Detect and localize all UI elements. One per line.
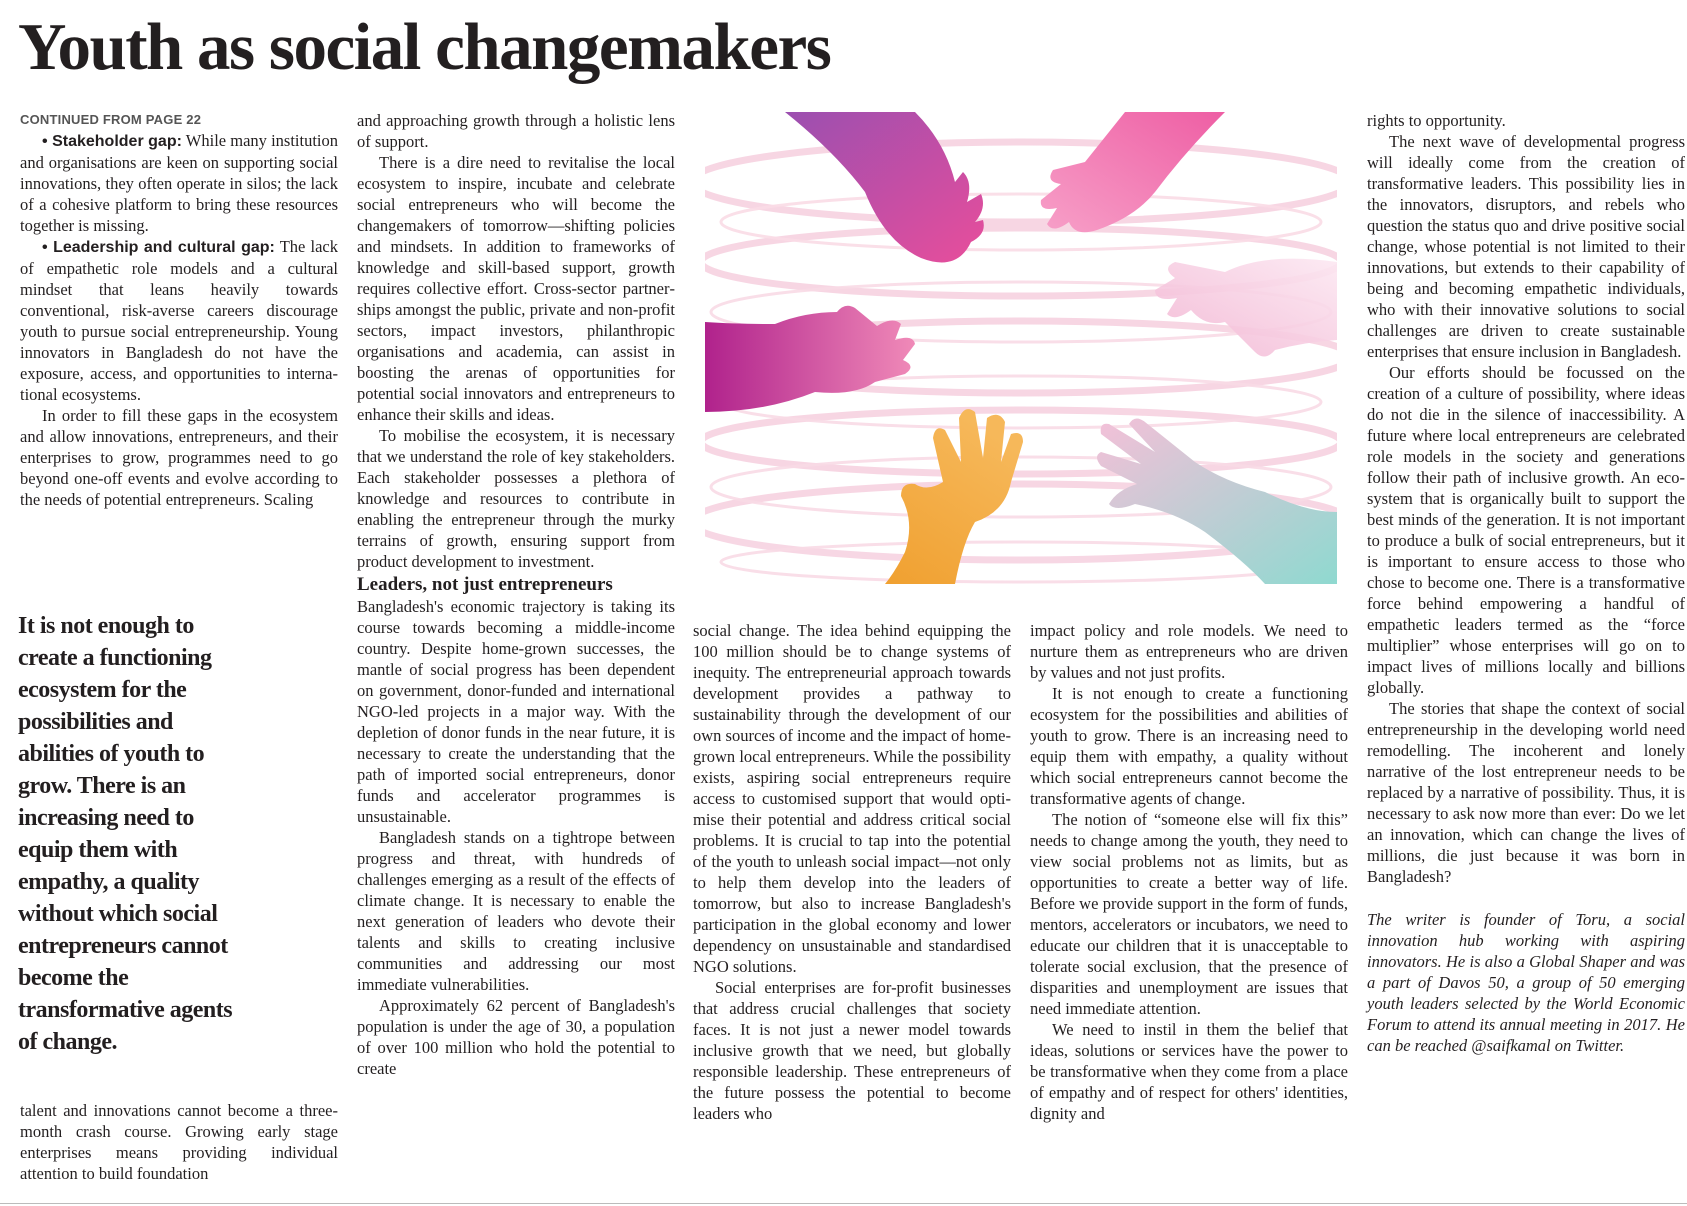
paragraph: The stories that shape the context of social entrepreneurship in the developing world need remodelling. The incoherent and lonely narrative of the lost entrepreneur needs to be replaced by a narrative of possibility. Thus, it is necessary to ask now more than ever: Do we let an innovation, which can change the lives of millions, die just because it was born in Bangladesh?: [1367, 699, 1685, 886]
paragraph: It is not enough to create a functioning ecosystem for the possibilities and abilities of youth to grow. There is an increasing need to equip them with empathy, a quality without which social entrepreneurs cannot become the transformative agents of change.: [1030, 684, 1348, 808]
column-4: [1030, 620, 1348, 1124]
reaching-hands-illustration: [705, 112, 1337, 584]
paragraph: impact policy and role models. We need to nurture them as entrepreneurs who are driven by values and not just profits.: [1030, 621, 1348, 682]
bullet-lead: • Stakeholder gap:: [42, 133, 182, 150]
paragraph: In order to fill these gaps in the ecosystem and allow innovations, entrepreneurs, and their enterprises to grow, programmes need to go beyond one-off events and evolve according to the needs of potential entrepreneurs. Scaling: [20, 406, 338, 509]
paragraph: and approaching growth through a holistic lens of support.: [357, 111, 675, 151]
paragraph: social change. The idea behind equipping the 100 million should be to change systems of inequity. The entrepreneurial approach towards development provides a pathway to sustainability through the development of our own sources of income and the impact of home-grown local entrepreneurs. While the possibility exists, aspiring social entrepreneurs require access to customised support that would optimise their potential and address critical social problems. It is crucial to tap into the potential of the youth to unleash social impact—not only to help them develop into the leaders of tomorrow, but also to increase Bangladesh's participation in the global economy and lower dependency on unsustainable and standardised NGO solutions.: [693, 621, 1011, 976]
bullet-lead: • Leadership and cultural gap:: [42, 239, 275, 256]
paragraph: The notion of “someone else will fix this” needs to change among the youth, they need to view social problems not as limits, but as opportunities to create a better way of life. Before we provide support in the form of funds, mentors, accelerators or incubators, we need to educate our children that it is unacceptable to tolerate social exclusion, that the presence of disparities and unemployment are issues that need immediate attention.: [1030, 810, 1348, 1018]
paragraph: Bangladesh stands on a tightrope between progress and threat, with hundreds of challenges emerging as a result of the effects of climate change. It is necessary to enable the next generation of leaders who devote their talents and skills to creating inclusive communities and addressing our most immediate vulnerabilities.: [357, 828, 675, 994]
paragraph: Bangladesh's economic trajectory is taking its course towards becoming a middle-income country. Despite home-grown successes, the mantle of social progress has been dependent on government, donor-funded and international NGO-led projects in a major way. With the depletion of donor funds in the near future, it is necessary to create the understanding that the path of imported social entrepreneurs, donor funds and accelerator programmes is unsustainable.: [357, 597, 675, 826]
column-3: [693, 620, 1011, 1124]
paragraph: The next wave of developmental progress will ideally come from the creation of transformative leaders. This possibility lies in the innovators, disruptors, and rebels who question the status quo and drive positive social change, whose potential is not limited to their innovations, but extends to their capability of being and becoming empathetic individuals, who with their innovative solutions to social challenges are driven to create sustainable enterprises that ensure inclusion in Bangladesh.: [1367, 132, 1685, 361]
bullet-text: While many institution and organisations are keen on supporting social innovations, they often operate in silos; the lack of a cohesive platform to bring these resources together is missing.: [20, 131, 338, 235]
bottom-rule: [0, 1203, 1687, 1204]
section-subhead: Leaders, not just entrepreneurs: [357, 574, 613, 595]
paragraph: Our efforts should be focussed on the creation of a culture of possibility, where ideas do not die in the silence of inaccessibility. A future where local entrepreneurs are celebrated role models in the society and generations follow their path of inclusive growth. An ecosystem that is organically built to support the best minds of the generation. It is not important to produce a bulk of social entrepreneurs, but it is important to ensure access to those who chose to become one. There is a transformative force behind empowering a handful of empathetic leaders termed as the “force multiplier” whose enterprises will go on to impact lives of millions locally and billions globally.: [1367, 363, 1685, 697]
paragraph: rights to opportunity.: [1367, 111, 1506, 130]
illustration: [705, 112, 1337, 584]
bullet-text: The lack of empathetic role models and a cultural mindset that leans heavily towards conventional, risk-averse careers discourage youth to pursue social entrepreneurship. Young innovators in Bangladesh do not have the exposure, access, and opportunities to international ecosystems.: [20, 237, 338, 404]
paragraph: To mobilise the ecosystem, it is necessary that we understand the role of key stakeholders. Each stakeholder possesses a plethora of knowledge and resources to contribute in enabling the entrepreneur through the murky terrains of growth, ensuring support from product development to investment.: [357, 426, 675, 571]
column-1-bottom: [20, 1100, 338, 1184]
bullet-stakeholder-gap: [20, 130, 338, 236]
column-5: [1367, 110, 1685, 1056]
paragraph: Social enterprises are for-profit businesses that address crucial challenges that society faces. It is not just a newer model towards inclusive growth that we need, but globally responsible leadership. These entrepreneurs of the future possess the potential to become leaders who: [693, 978, 1011, 1123]
writer-bio: The writer is founder of Toru, a social innovation hub working with aspiring innovators. He is also a Global Shaper and was a part of Davos 50, a group of 50 emerging youth leaders selected by the World Economic Forum to attend its annual meeting in 2017. He can be reached @saifkamal on Twitter.: [1367, 910, 1685, 1055]
column-1: [20, 110, 338, 510]
pull-quote: It is not enough to create a functioning ecosystem for the possibilities and abilities of youth to grow. There is an increasing need to equip them with empathy, a quality without which social entrepreneurs cannot become the transformative agents of change.: [18, 613, 233, 1055]
paragraph: There is a dire need to revitalise the local ecosystem to inspire, incubate and celebrate social entrepreneurs who will become the changemakers of tomorrow—shifting policies and mindsets. In addition to frameworks of knowledge and skill-based support, growth requires collective effort. Cross-sector partnerships amongst the public, private and non-profit sectors, impact investors, philanthropic organisations and academia, can assist in boosting the arenas of opportunities for potential social innovators and entrepreneurs to enhance their skills and ideas.: [357, 153, 675, 424]
continued-from-kicker: CONTINUED FROM PAGE 22: [20, 112, 202, 127]
paragraph: talent and innovations cannot become a three-month crash course. Growing early stage enterprises means providing individual attention to build foundation: [20, 1101, 338, 1183]
column-2: [357, 110, 675, 1079]
headline: Youth as social changemakers: [18, 10, 831, 84]
paragraph: We need to instil in them the belief that ideas, solutions or services have the power to be transformative when they come from a place of empathy and of respect for others' identities, dignity and: [1030, 1020, 1348, 1123]
paragraph: Approximately 62 percent of Bangladesh's population is under the age of 30, a population of over 100 million who hold the potential to create: [357, 996, 675, 1078]
bullet-leadership-gap: [20, 236, 338, 405]
